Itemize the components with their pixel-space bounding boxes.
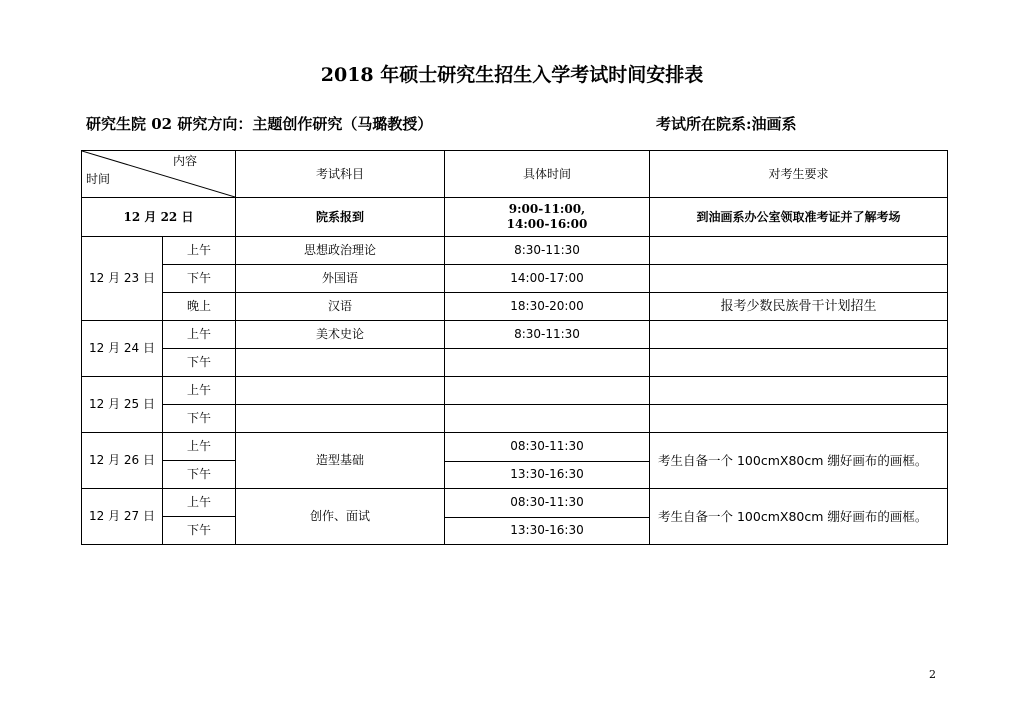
exam-time — [445, 349, 650, 377]
table-row — [82, 433, 948, 461]
day-date: 12 月 26 日 — [82, 433, 163, 489]
exam-time: 8:30-11:30 — [445, 321, 650, 349]
registration-time — [445, 198, 650, 237]
subject: 美术史论 — [236, 321, 445, 349]
table-row — [82, 377, 948, 405]
subject: 外国语 — [236, 265, 445, 293]
requirement — [650, 237, 948, 265]
subject — [236, 349, 445, 377]
registration-time-line2: 14:00-16:00 — [506, 217, 588, 231]
requirement: 考生自备一个 100cmX80cm 绷好画布的画框。 — [650, 489, 948, 545]
period: 上午 — [163, 377, 236, 405]
exam-time: 13:30-16:30 — [510, 522, 584, 537]
requirement — [650, 405, 948, 433]
header-time: 具体时间 — [445, 151, 650, 198]
period: 下午 — [163, 265, 236, 293]
subject: 造型基础 — [236, 433, 445, 489]
period: 上午 — [163, 237, 236, 265]
page-title: 2018 年硕士研究生招生入学考试时间安排表 — [320, 64, 704, 86]
day-date: 12 月 23 日 — [82, 237, 163, 321]
table-row — [82, 405, 948, 433]
day-date: 12 月 25 日 — [82, 377, 163, 433]
subject: 创作、面试 — [236, 489, 445, 545]
registration-row — [82, 198, 948, 237]
day-date: 12 月 27 日 — [82, 489, 163, 545]
exam-time — [445, 377, 650, 405]
registration-requirement: 到油画系办公室领取准考证并了解考场 — [650, 198, 948, 237]
exam-time: 08:30-11:30 — [510, 495, 584, 510]
registration-time-line1: 9:00-11:00, — [508, 202, 586, 216]
research-direction: 研究生院 02 研究方向：主题创作研究（马璐教授） — [86, 115, 433, 133]
table-row — [82, 293, 948, 321]
requirement: 考生自备一个 100cmX80cm 绷好画布的画框。 — [650, 433, 948, 489]
period: 下午 — [163, 517, 236, 545]
exam-department: 考试所在院系:油画系 — [656, 115, 797, 133]
requirement: 报考少数民族骨干计划招生 — [650, 293, 948, 321]
table-row — [82, 349, 948, 377]
period: 晚上 — [163, 293, 236, 321]
exam-schedule-table — [81, 150, 948, 545]
exam-time: 8:30-11:30 — [445, 237, 650, 265]
period: 下午 — [163, 405, 236, 433]
table-row — [82, 237, 948, 265]
subject — [236, 405, 445, 433]
exam-time-split — [445, 489, 650, 545]
exam-time: 08:30-11:30 — [510, 439, 584, 454]
period: 上午 — [163, 433, 236, 461]
table-row — [82, 489, 948, 517]
subject: 思想政治理论 — [236, 237, 445, 265]
subject: 汉语 — [236, 293, 445, 321]
table-row — [82, 265, 948, 293]
exam-time: 13:30-16:30 — [510, 466, 584, 481]
requirement — [650, 377, 948, 405]
subject — [236, 377, 445, 405]
header-subject: 考试科目 — [236, 151, 445, 198]
table-row — [82, 321, 948, 349]
header-time-label: 时间 — [86, 172, 111, 186]
period: 上午 — [163, 489, 236, 517]
requirement — [650, 265, 948, 293]
page-number: 2 — [929, 668, 936, 681]
table-header-row — [82, 151, 948, 198]
requirement — [650, 321, 948, 349]
period: 下午 — [163, 349, 236, 377]
diagonal-header-cell — [82, 151, 236, 198]
requirement — [650, 349, 948, 377]
exam-time — [445, 405, 650, 433]
period: 上午 — [163, 321, 236, 349]
registration-subject: 院系报到 — [236, 198, 445, 237]
registration-date: 12 月 22 日 — [82, 198, 236, 237]
header-content-label: 内容 — [172, 154, 197, 168]
period: 下午 — [163, 461, 236, 489]
exam-time: 18:30-20:00 — [445, 293, 650, 321]
exam-time: 14:00-17:00 — [445, 265, 650, 293]
exam-time-split — [445, 433, 650, 489]
header-requirement: 对考生要求 — [650, 151, 948, 198]
day-date: 12 月 24 日 — [82, 321, 163, 377]
